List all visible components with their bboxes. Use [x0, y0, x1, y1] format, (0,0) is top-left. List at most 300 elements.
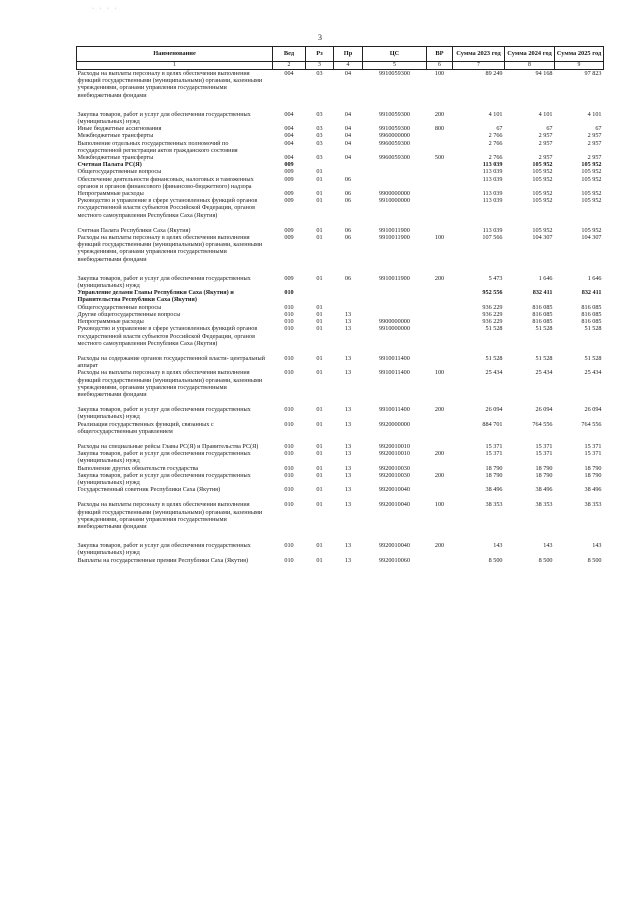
row-vr	[427, 161, 453, 168]
row-vr	[427, 304, 453, 311]
row-vr	[427, 176, 453, 190]
row-sum-2024: 15 371	[535, 450, 553, 458]
header-sum-2024: Сумма 2024 год	[505, 47, 555, 62]
row-cs: 9910000000	[379, 325, 410, 333]
row-cs: 9920010040	[379, 542, 410, 550]
row-sum-2025: 26 094	[584, 406, 602, 414]
row-sum-2023: 936 229	[482, 318, 503, 326]
row-ved: 004	[284, 139, 294, 147]
row-name: Расходы на выплаты персоналу в целях обеспечения выполнения функций государственными (муниципальными) органами, казенными учреждениями, органами управления государственными внебюджетными фондами	[77, 70, 263, 99]
table-row	[77, 227, 604, 234]
row-sum-2025: 1 646	[587, 274, 602, 282]
row-cs: 9920010040	[379, 501, 410, 509]
row-vr: 100	[434, 70, 445, 77]
row-sum-2024: 94 168	[535, 70, 553, 77]
row-vr	[427, 140, 453, 154]
table-row	[77, 472, 604, 486]
row-pr	[334, 161, 363, 168]
row-ved: 004	[284, 70, 294, 77]
row-sum-2025: 25 434	[584, 369, 602, 377]
row-cs: 9960000000	[379, 132, 410, 140]
row-vr: 100	[434, 234, 445, 242]
row-sum-2023: 2 766	[488, 154, 503, 162]
row-spacer	[77, 263, 604, 275]
row-pr: 13	[344, 501, 352, 509]
row-sum-2025: 15 371	[584, 450, 602, 458]
row-name: Общегосударственные вопросы	[77, 168, 162, 176]
row-sum-2023: 113 039	[482, 190, 503, 198]
row-cs: 9910011400	[379, 354, 410, 362]
row-rz: 01	[316, 318, 323, 326]
row-vr	[427, 557, 453, 564]
row-ved: 010	[284, 450, 294, 458]
row-sum-2023: 952 556	[482, 289, 503, 297]
row-rz: 01	[316, 501, 323, 509]
row-pr: 04	[344, 125, 352, 133]
row-sum-2025: 38 496	[584, 486, 602, 494]
row-rz: 01	[316, 274, 323, 282]
table-row	[77, 421, 604, 435]
row-cs: 9910011900	[379, 234, 410, 242]
header-sum-2023: Сумма 2023 год	[453, 47, 505, 62]
row-sum-2023: 67	[496, 125, 503, 133]
row-ved: 010	[284, 486, 294, 494]
row-sum-2023: 8 500	[488, 556, 503, 564]
row-sum-2024: 105 952	[532, 190, 553, 198]
table-row	[77, 318, 604, 325]
row-pr	[334, 168, 363, 175]
row-cs: 9920010040	[379, 486, 410, 494]
row-name: Другие общегосударственные вопросы	[77, 310, 181, 318]
row-sum-2023: 113 039	[482, 161, 503, 169]
row-cs: 9920000000	[379, 420, 410, 428]
table-row	[77, 304, 604, 311]
header-name: Наименование	[77, 47, 273, 62]
column-number: 6	[427, 62, 453, 70]
row-cs	[363, 176, 427, 190]
header-vr: ВР	[427, 47, 453, 62]
row-sum-2024: 104 307	[532, 234, 553, 242]
row-vr	[427, 355, 453, 369]
row-sum-2025: 15 371	[584, 442, 602, 450]
row-sum-2023: 884 701	[482, 420, 503, 428]
row-sum-2024: 105 952	[532, 226, 553, 234]
row-vr: 500	[434, 154, 445, 162]
row-rz: 03	[316, 154, 323, 162]
row-vr	[427, 443, 453, 450]
row-cs: 9920010030	[379, 464, 410, 472]
row-vr	[427, 197, 453, 219]
row-cs: 9960059300	[379, 139, 410, 147]
row-sum-2025: 816 085	[581, 318, 602, 326]
row-sum-2024: 816 085	[532, 310, 553, 318]
row-cs	[363, 168, 427, 175]
table-row	[77, 325, 604, 347]
row-name: Управление делами Главы Республики Саха (Якутия) и Правительства Республики Саха (Якутия)	[77, 289, 234, 304]
row-sum-2023: 4 101	[488, 110, 503, 118]
row-sum-2025: 832 411	[581, 289, 602, 297]
row-sum-2024: 18 790	[535, 471, 553, 479]
table-row	[77, 465, 604, 472]
row-ved: 004	[284, 125, 294, 133]
row-vr	[427, 421, 453, 435]
row-sum-2025: 105 952	[581, 226, 602, 234]
row-pr: 13	[344, 318, 352, 326]
row-name: Расходы на выплаты персоналу в целях обеспечения выполнения функций государственными (муниципальными) органами, казенными учреждениями, органами управления государственными внебюджетными фондами	[77, 501, 263, 530]
row-spacer-cell	[77, 347, 604, 355]
header-ved: Вед	[273, 47, 306, 62]
row-rz: 01	[316, 303, 323, 311]
row-sum-2024: 18 790	[535, 464, 553, 472]
row-pr	[334, 289, 363, 303]
column-number: 1	[77, 62, 273, 70]
table-row	[77, 125, 604, 132]
row-sum-2024: 15 371	[535, 442, 553, 450]
row-pr: 13	[344, 354, 352, 362]
row-rz: 01	[316, 175, 323, 183]
row-name: Закупка товаров, работ и услуг для обеспечения государственных (муниципальных) нужд	[77, 450, 251, 465]
row-cs: 9920010010	[379, 450, 410, 458]
row-name: Расходы на выплаты персоналу в целях обеспечения выполнения функций государственными (муниципальными) органами, казенными учреждениями, органами управления государственными внебюджетными фондами	[77, 369, 263, 398]
row-sum-2025: 51 528	[584, 354, 602, 362]
row-vr: 200	[434, 471, 445, 479]
row-cs: 9910000000	[379, 197, 410, 205]
row-pr: 04	[344, 110, 352, 118]
table-row	[77, 140, 604, 154]
row-ved: 009	[284, 234, 294, 242]
row-sum-2025: 2 957	[587, 132, 602, 140]
row-sum-2024: 816 085	[532, 303, 553, 311]
row-name: Межбюджетные трансферты	[77, 154, 154, 162]
row-pr: 04	[344, 154, 352, 162]
row-name: Закупка товаров, работ и услуг для обеспечения государственных (муниципальных) нужд	[77, 471, 251, 486]
row-rz: 01	[316, 197, 323, 205]
row-sum-2023: 89 249	[485, 70, 503, 77]
row-sum-2025: 105 952	[581, 190, 602, 198]
table-row	[77, 501, 604, 530]
row-vr	[427, 318, 453, 325]
row-pr: 06	[344, 175, 352, 183]
row-pr: 13	[344, 471, 352, 479]
row-sum-2024: 25 434	[535, 369, 553, 377]
row-pr: 13	[344, 406, 352, 414]
table-row	[77, 168, 604, 175]
row-sum-2024: 2 957	[538, 154, 553, 162]
row-name: Иные бюджетные ассигнования	[77, 125, 162, 133]
row-pr: 13	[344, 556, 352, 564]
row-sum-2024: 832 411	[532, 289, 553, 297]
row-sum-2023: 26 094	[485, 406, 503, 414]
row-sum-2024: 51 528	[535, 325, 553, 333]
row-vr: 200	[434, 406, 445, 414]
row-spacer	[77, 435, 604, 443]
row-rz: 01	[316, 369, 323, 377]
page-number: 3	[318, 33, 322, 42]
row-vr	[427, 486, 453, 493]
row-cs: 9910011400	[379, 406, 410, 414]
row-sum-2025: 18 790	[584, 471, 602, 479]
table-row	[77, 355, 604, 369]
row-sum-2025: 105 952	[581, 197, 602, 205]
row-pr: 06	[344, 226, 352, 234]
row-rz: 03	[316, 132, 323, 140]
row-spacer-cell	[77, 435, 604, 443]
row-spacer-cell	[77, 530, 604, 542]
row-sum-2023: 25 434	[485, 369, 503, 377]
row-rz	[306, 161, 334, 168]
row-sum-2023: 15 371	[485, 450, 503, 458]
row-sum-2024: 105 952	[532, 197, 553, 205]
table-row	[77, 111, 604, 125]
table-row	[77, 406, 604, 420]
row-name: Закупка товаров, работ и услуг для обеспечения государственных (муниципальных) нужд	[77, 274, 251, 290]
row-rz: 03	[316, 110, 323, 118]
row-ved: 010	[284, 442, 294, 450]
header-pr: Пр	[334, 47, 363, 62]
row-pr	[334, 304, 363, 311]
row-rz: 01	[316, 234, 323, 242]
row-sum-2023: 38 353	[485, 501, 503, 509]
row-sum-2024: 67	[546, 125, 553, 133]
row-name: Выполнение отдельных государственных полномочий по государственной регистрации актов гражданского состояния	[77, 139, 238, 154]
row-pr: 13	[344, 442, 352, 450]
row-sum-2025: 67	[595, 125, 602, 133]
row-sum-2024: 105 952	[532, 168, 553, 176]
row-rz: 01	[316, 556, 323, 564]
row-sum-2023: 113 039	[482, 226, 503, 234]
row-rz: 01	[316, 442, 323, 450]
row-vr	[427, 227, 453, 234]
row-cs: 9910011900	[379, 226, 410, 234]
row-pr: 06	[344, 197, 352, 205]
column-number: 5	[363, 62, 427, 70]
row-sum-2023: 18 790	[485, 471, 503, 479]
row-ved: 010	[284, 354, 294, 362]
table-row	[77, 161, 604, 168]
row-rz: 01	[316, 542, 323, 550]
row-sum-2024: 143	[543, 542, 553, 550]
row-rz: 01	[316, 450, 323, 458]
row-sum-2024: 816 085	[532, 318, 553, 326]
row-pr: 06	[344, 190, 352, 198]
row-ved: 010	[284, 369, 294, 377]
row-sum-2023: 113 039	[482, 168, 503, 176]
row-vr	[427, 190, 453, 197]
row-sum-2023: 15 371	[485, 442, 503, 450]
column-number: 2	[273, 62, 306, 70]
row-ved: 009	[284, 175, 294, 183]
row-ved: 010	[284, 289, 294, 297]
table-row	[77, 311, 604, 318]
row-pr: 13	[344, 420, 352, 428]
row-sum-2025: 816 085	[581, 310, 602, 318]
row-rz: 03	[316, 70, 323, 77]
row-vr	[427, 465, 453, 472]
column-number: 9	[555, 62, 604, 70]
row-ved: 004	[284, 132, 294, 140]
row-rz: 01	[316, 406, 323, 414]
row-name: Расходы на выплаты персоналу в целях обеспечения выполнения функций государственными (муниципальными) органами, казенными учреждениями, органами управления государственными внебюджетными фондами	[77, 234, 263, 263]
column-number: 7	[453, 62, 505, 70]
row-name: Государственный советник Республики Саха (Якутия)	[77, 486, 221, 494]
row-sum-2023: 2 766	[488, 139, 503, 147]
row-sum-2023: 113 039	[482, 175, 503, 183]
header-row	[77, 47, 604, 62]
table-row	[77, 542, 604, 556]
row-sum-2025: 38 353	[584, 501, 602, 509]
row-name: Выполнение других обязательств государства	[77, 464, 199, 472]
row-cs: 9900000000	[379, 190, 410, 198]
row-sum-2024: 26 094	[535, 406, 553, 414]
row-ved: 010	[284, 420, 294, 428]
row-spacer	[77, 398, 604, 406]
row-rz: 03	[316, 139, 323, 147]
row-name: Закупка товаров, работ и услуг для обеспечения государственных (муниципальных) нужд	[77, 406, 251, 421]
row-name: Непрограммные расходы	[77, 190, 144, 198]
row-spacer	[77, 493, 604, 501]
row-cs	[363, 304, 427, 311]
row-name: Расходы на специальные рейсы Главы РС(Я) и Правительства РС(Я)	[77, 442, 259, 450]
row-sum-2023: 18 790	[485, 464, 503, 472]
row-ved: 010	[284, 303, 294, 311]
row-name: Реализация государственных функций, связанных с общегосударственным управлением	[77, 420, 214, 435]
table-row	[77, 190, 604, 197]
row-vr: 100	[434, 369, 445, 377]
row-rz	[306, 289, 334, 303]
row-sum-2024: 105 952	[532, 161, 553, 169]
row-sum-2025: 143	[592, 542, 602, 550]
row-sum-2024: 2 957	[538, 132, 553, 140]
row-spacer-cell	[77, 99, 604, 111]
table-row	[77, 443, 604, 450]
row-rz: 01	[316, 168, 323, 176]
row-name: Обеспечение деятельности финансовых, налоговых и таможенных органов и органов финансового (финансово-бюджетного) надзора	[77, 175, 254, 190]
table-row	[77, 132, 604, 139]
row-sum-2025: 97 823	[584, 70, 602, 77]
row-sum-2023: 51 528	[485, 354, 503, 362]
column-number: 8	[505, 62, 555, 70]
row-pr: 06	[344, 274, 352, 282]
row-spacer-cell	[77, 263, 604, 275]
row-sum-2025: 105 952	[581, 161, 602, 169]
budget-table	[76, 46, 604, 564]
row-name: Непрограммные расходы	[77, 318, 144, 326]
row-cs: 9910059300	[379, 70, 410, 77]
row-sum-2025: 2 957	[587, 139, 602, 147]
row-name: Закупка товаров, работ и услуг для обеспечения государственных (муниципальных) нужд	[77, 110, 251, 126]
table-row	[77, 486, 604, 493]
row-ved: 009	[284, 190, 294, 198]
row-vr	[427, 168, 453, 175]
header-cs: ЦС	[363, 47, 427, 62]
row-ved: 010	[284, 556, 294, 564]
row-ved: 009	[284, 197, 294, 205]
table-row	[77, 289, 604, 303]
row-vr: 200	[434, 542, 445, 550]
row-sum-2024: 764 556	[532, 420, 553, 428]
row-rz: 01	[316, 190, 323, 198]
row-spacer	[77, 530, 604, 542]
row-sum-2023: 2 766	[488, 132, 503, 140]
row-sum-2024: 4 101	[538, 110, 553, 118]
table-body	[77, 70, 604, 564]
row-sum-2023: 936 229	[482, 310, 503, 318]
row-sum-2023: 143	[493, 542, 503, 550]
row-cs: 9910011400	[379, 369, 410, 377]
row-pr: 13	[344, 310, 352, 318]
row-ved: 010	[284, 471, 294, 479]
row-sum-2024: 1 646	[538, 274, 553, 282]
row-ved: 004	[284, 154, 294, 162]
row-cs: 9910059300	[379, 125, 410, 133]
row-spacer	[77, 99, 604, 111]
row-name: Расходы на содержание органов государственной власти- центральный аппарат	[77, 354, 265, 370]
row-name: Межбюджетные трансферты	[77, 132, 154, 140]
column-number: 4	[334, 62, 363, 70]
row-sum-2024: 105 952	[532, 175, 553, 183]
row-pr: 13	[344, 325, 352, 333]
table-row	[77, 176, 604, 190]
row-vr: 100	[434, 501, 445, 509]
row-ved: 010	[284, 325, 294, 333]
row-sum-2024: 38 353	[535, 501, 553, 509]
row-cs: 9920010030	[379, 471, 410, 479]
row-ved: 004	[284, 110, 294, 118]
row-sum-2023: 107 566	[482, 234, 503, 242]
header-rz: Рз	[306, 47, 334, 62]
row-ved: 010	[284, 501, 294, 509]
row-name: Общегосударственные вопросы	[77, 303, 162, 311]
row-vr	[427, 325, 453, 347]
row-vr: 200	[434, 110, 445, 118]
table-row	[77, 234, 604, 263]
row-rz: 03	[316, 125, 323, 133]
table-row	[77, 369, 604, 398]
scan-artifact: · · · ·	[92, 6, 119, 12]
row-cs	[363, 311, 427, 318]
row-sum-2023: 113 039	[482, 197, 503, 205]
row-cs: 9920010060	[379, 556, 410, 564]
row-name: Счетная Палата Республики Саха (Якутия)	[77, 226, 191, 234]
row-sum-2023: 5 473	[488, 274, 503, 282]
column-number-row	[77, 62, 604, 70]
row-sum-2025: 51 528	[584, 325, 602, 333]
row-rz: 01	[316, 486, 323, 494]
row-sum-2025: 105 952	[581, 168, 602, 176]
row-spacer-cell	[77, 398, 604, 406]
row-name: Выплаты на государственные премии Республики Саха (Якутия)	[77, 556, 249, 564]
row-sum-2024: 2 957	[538, 139, 553, 147]
row-sum-2025: 104 307	[581, 234, 602, 242]
row-vr: 200	[434, 450, 445, 458]
row-vr	[427, 311, 453, 318]
row-rz: 01	[316, 471, 323, 479]
row-sum-2023: 936 229	[482, 303, 503, 311]
row-sum-2025: 4 101	[587, 110, 602, 118]
row-name: Руководство и управление в сфере установленных функций органов государственной власти субъектов Российской Федерации, органов местного самоуправления Республики Саха (Якутия)	[77, 325, 258, 347]
row-cs: 9900000000	[379, 318, 410, 326]
row-pr: 13	[344, 542, 352, 550]
row-rz: 01	[316, 310, 323, 318]
row-sum-2025: 18 790	[584, 464, 602, 472]
row-rz: 01	[316, 354, 323, 362]
row-cs: 9910011900	[379, 274, 410, 282]
row-sum-2025: 2 957	[587, 154, 602, 162]
row-spacer-cell	[77, 493, 604, 501]
row-pr: 04	[344, 132, 352, 140]
row-cs: 9920010010	[379, 442, 410, 450]
row-cs: 9960059300	[379, 154, 410, 162]
